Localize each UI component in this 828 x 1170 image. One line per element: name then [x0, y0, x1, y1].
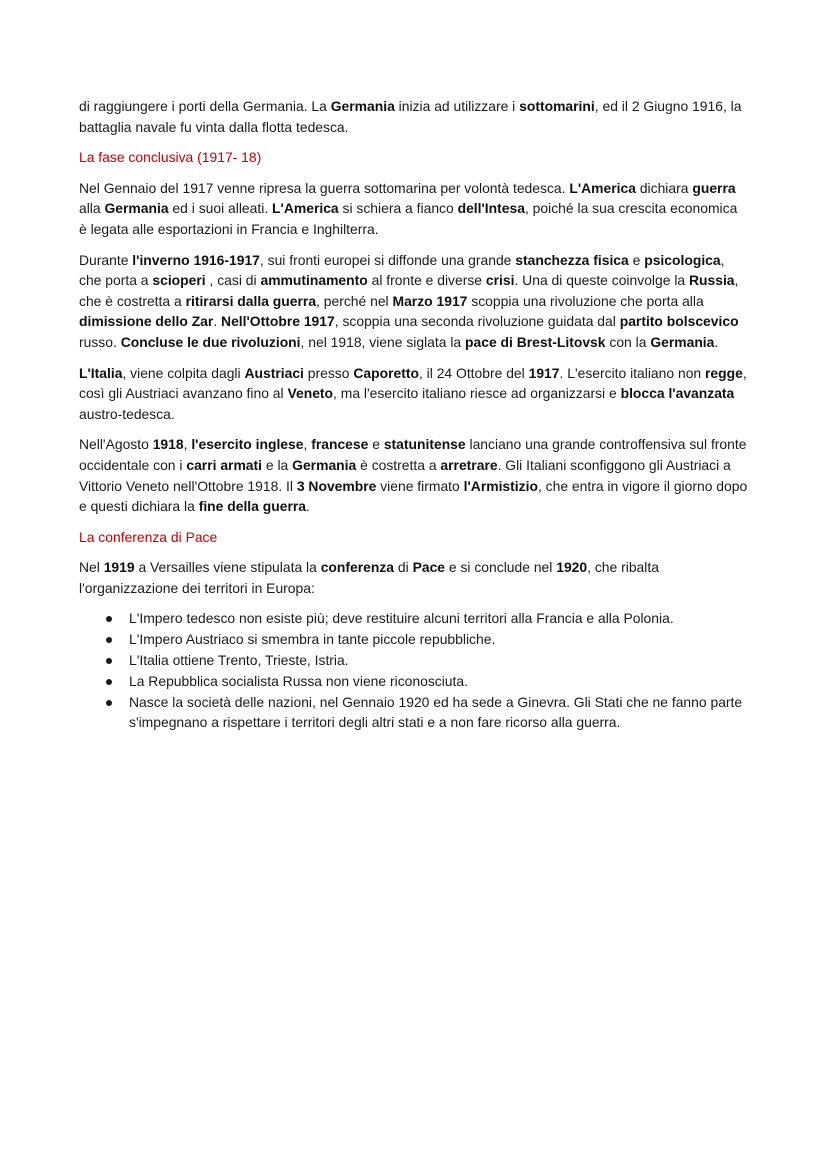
list-item [129, 629, 748, 650]
bold-term: 3 Novembre [296, 477, 377, 494]
bold-term: Marzo 1917 [392, 292, 468, 309]
bold-term: blocca l'avanzata [620, 385, 735, 402]
bullet-icon [106, 658, 112, 664]
paragraph-italy: L'Italia, viene colpita dagli Austriaci presso Caporetto, il 24 Ottobre del 1917. L'esercito italiano non regge, così gli Austriaci avanzano fino al Veneto, ma l'esercito italiano riesce ad organizzarsi e blocca l'avanzata austro-tedesca. [79, 364, 747, 422]
bold-term: Concluse le due rivoluzioni [120, 333, 301, 350]
bold-term: Germania [330, 98, 395, 114]
bold-term: Caporetto [353, 364, 419, 381]
bullet-icon [106, 700, 112, 706]
paragraph-august: Nell'Agosto 1918, l'esercito inglese, francese e statunitense lanciano una grande controffensiva sul fronte occidentale con i carri armati e la Germania è costretta a arretrare. Gli Italiani sconfiggono gli Austriaci a Vittorio Veneto nell'Ottobre 1918. Il 3 Novembre viene firmato l'Armistizio, che entra in vigore il giorno dopo e questi dichiara la fine della guerra. [79, 436, 748, 515]
paragraph-1917: Nel Gennaio del 1917 venne ripresa la guerra sottomarina per volontà tedesca. L'America dichiara guerra alla Germania ed i suoi alleati. L'America si schiera a fianco dell'Intesa, poiché la sua crescita economica è legata alle esportazioni in Francia e Inghilterra. [79, 179, 738, 237]
bold-term: carri armati [186, 456, 263, 473]
bold-term: partito bolscevico [619, 313, 739, 330]
bold-term: Pace [412, 559, 446, 576]
bold-term: guerra [692, 179, 736, 196]
section-heading-final-phase: La fase conclusiva (1917- 18) [79, 149, 262, 166]
list-item [129, 608, 748, 629]
bold-term: Germania [292, 456, 357, 473]
bold-term: conferenza [320, 559, 395, 576]
bold-term: l'inverno 1916-1917 [132, 251, 260, 268]
list-item-text: L'Italia ottiene Trento, Trieste, Istria. [129, 652, 349, 669]
bold-term: Germania [104, 200, 169, 217]
bold-term: Veneto [287, 385, 334, 402]
intro-paragraph: di raggiungere i porti della Germania. La Germania inizia ad utilizzare i sottomarini, ed il 2 Giugno 1916, la battaglia navale fu vinta dalla flotta tedesca. [79, 98, 742, 135]
list-item-text: L'Impero tedesco non esiste più; deve restituire alcuni territori alla Francia e alla Polonia. [129, 610, 674, 627]
bold-term: 1918 [152, 436, 184, 453]
bold-term: ammutinamento [260, 272, 368, 289]
bold-term: Germania [650, 333, 715, 350]
bold-term: 1919 [103, 559, 135, 576]
bold-term: pace di Brest-Litovsk [465, 333, 606, 350]
bold-term: scioperi [152, 272, 206, 289]
bold-term: dimissione dello Zar [79, 313, 214, 330]
list-item-text: Nasce la società delle nazioni, nel Gennaio 1920 ed ha sede a Ginevra. Gli Stati che ne fanno parte s'impegnano a rispettare i territori degli altri stati e a non fare ricorso alla guerra. [129, 693, 743, 731]
list-item [129, 692, 748, 734]
bold-term: dell'Intesa [457, 200, 525, 217]
list-item-text: L'Impero Austriaco si smembra in tante piccole repubbliche. [129, 631, 496, 648]
list-item [129, 671, 748, 692]
bold-term: arretrare [440, 456, 498, 473]
bold-term: l'Armistizio [463, 477, 538, 494]
bold-term: regge [705, 364, 743, 381]
bold-term: L'America [569, 179, 636, 196]
bold-term: psicologica [644, 251, 721, 268]
bold-term: l'esercito inglese [191, 436, 304, 453]
bold-term: 1917 [528, 364, 560, 381]
paragraph-1919: Nel 1919 a Versailles viene stipulata la conferenza di Pace e si conclude nel 1920, che ribalta l'organizzazione dei territori in Europa: [79, 559, 659, 596]
bold-term: Russia [688, 272, 735, 289]
bold-term: Nell'Ottobre 1917 [221, 313, 335, 330]
bold-term: 1920 [556, 559, 588, 576]
bold-term: crisi [485, 272, 515, 289]
section-heading-peace-conference: La conferenza di Pace [79, 528, 218, 545]
paragraph-winter: Durante l'inverno 1916-1917, sui fronti europei si diffonde una grande stanchezza fisica e psicologica, che porta a scioperi , casi di ammutinamento al fronte e diverse crisi. Una di queste coinvolge la Russia, che è costretta a ritirarsi dalla guerra, perché nel Marzo 1917 scoppia una rivoluzione che porta alla dimissione dello Zar. Nell'Ottobre 1917, scoppia una seconda rivoluzione guidata dal partito bolscevico russo. Concluse le due rivoluzioni, nel 1918, viene siglata la pace di Brest-Litovsk con la Germania. [79, 251, 739, 350]
bold-term: francese [311, 436, 369, 453]
bold-term: sottomarini [519, 98, 595, 114]
bullet-icon [106, 616, 112, 622]
bold-term: fine della guerra [198, 498, 306, 515]
bold-term: stanchezza fisica [515, 251, 629, 268]
bold-term: L'America [272, 200, 339, 217]
peace-outcomes-list [79, 608, 748, 733]
bold-term: ritirarsi dalla guerra [185, 292, 317, 309]
bullet-icon [106, 637, 112, 643]
bold-term: L'Italia [79, 364, 123, 381]
bold-term: Austriaci [244, 364, 304, 381]
bullet-icon [106, 679, 112, 685]
list-item-text: La Repubblica socialista Russa non viene riconosciuta. [129, 672, 468, 689]
bold-term: statunitense [383, 436, 466, 453]
list-item [129, 650, 748, 671]
